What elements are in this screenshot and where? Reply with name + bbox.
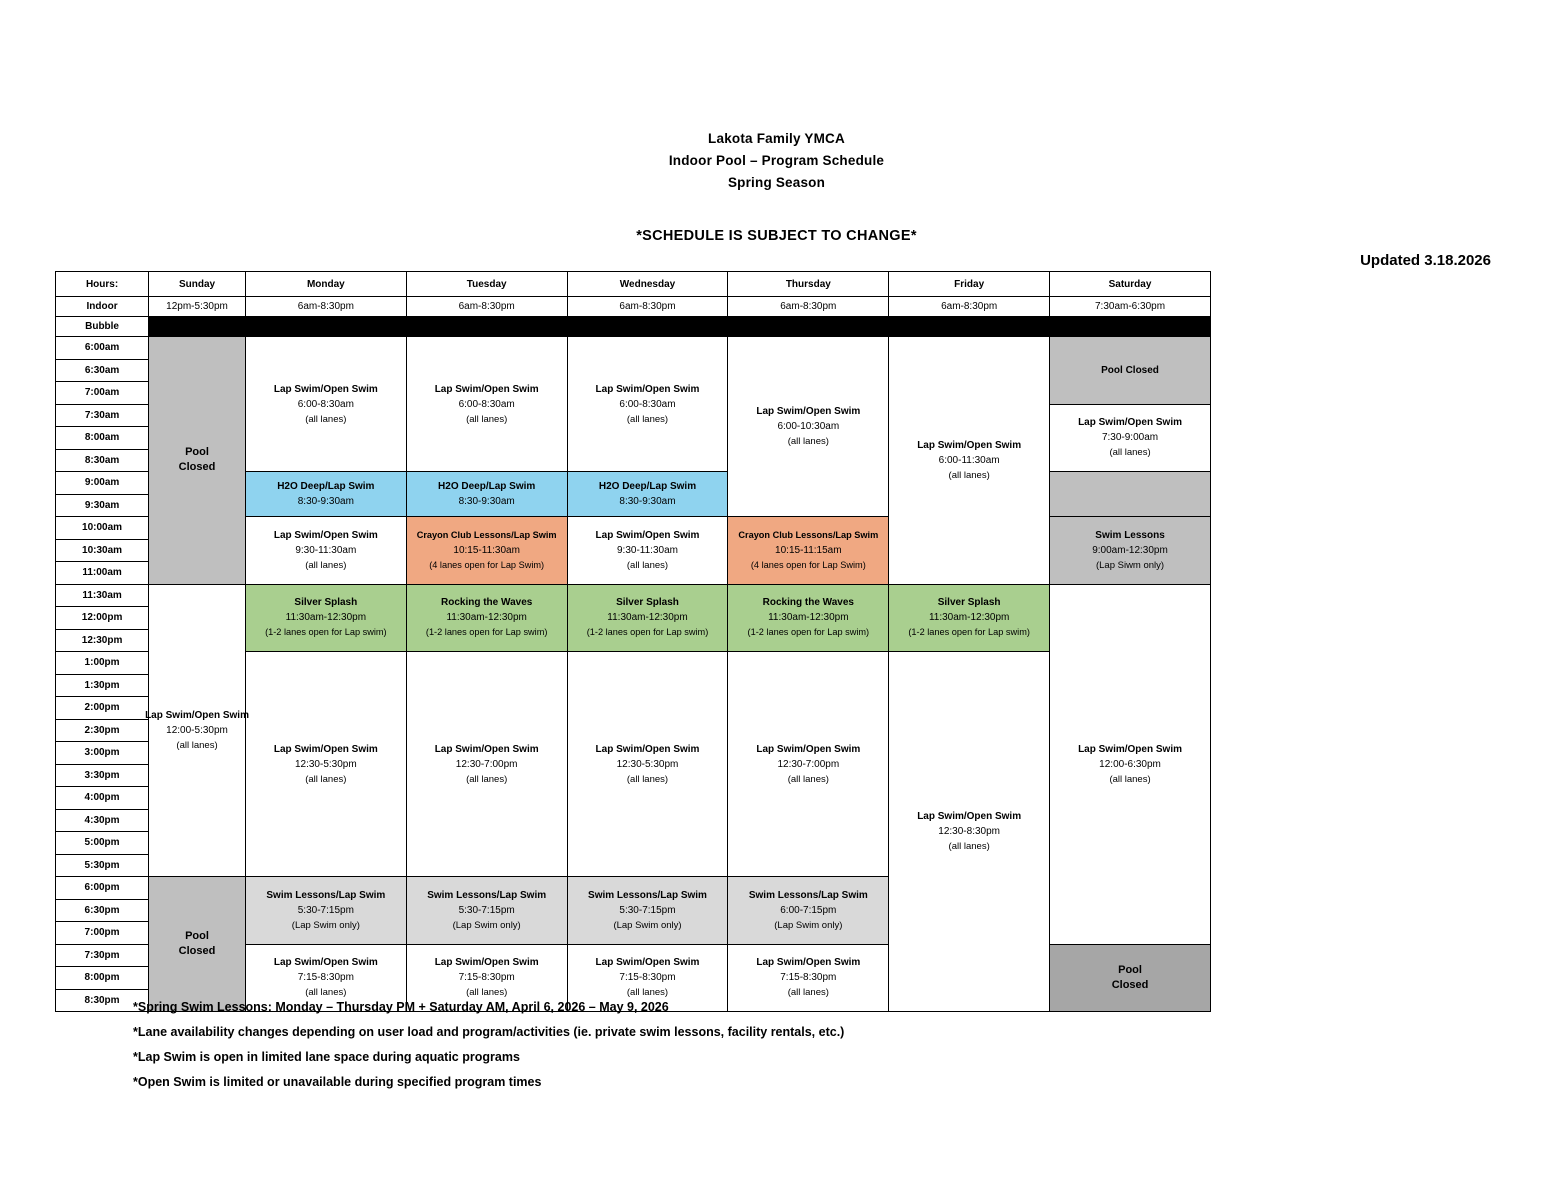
cell-monday-lap-pm — [245, 652, 406, 877]
cell-note: (all lanes) — [948, 841, 990, 852]
time-label: 5:30pm — [56, 854, 149, 877]
cell-note: (4 lanes open for Lap Swim) — [750, 559, 866, 570]
day-header-thursday: Thursday — [728, 272, 889, 297]
cell-tuesday-crayon-club — [406, 517, 567, 585]
cell-title: Lap Swim/Open Swim — [595, 957, 700, 969]
hours-header: Hours: — [56, 272, 149, 297]
cell-time: 7:15-8:30pm — [458, 972, 515, 984]
cell-note: (4 lanes open for Lap Swim) — [429, 559, 545, 570]
cell-note: (1-2 lanes open for Lap swim) — [265, 627, 387, 638]
cell-time: 11:30am-12:30pm — [285, 612, 367, 624]
indoor-hours-friday: 6am-8:30pm — [889, 297, 1050, 317]
indoor-hours-wednesday: 6am-8:30pm — [567, 297, 728, 317]
indoor-label: Indoor — [56, 297, 149, 317]
time-label: 7:30pm — [56, 944, 149, 967]
cell-time: 11:30am-12:30pm — [446, 612, 527, 624]
cell-time: 5:30-7:15pm — [297, 904, 354, 916]
indoor-hours-sunday: 12pm-5:30pm — [149, 297, 246, 317]
bubble-label: Bubble — [56, 317, 149, 337]
cell-time: 6:00-11:30am — [938, 454, 1000, 466]
cell-friday-lap-am — [889, 337, 1050, 585]
cell-title: Pool — [1118, 963, 1142, 976]
cell-monday-h2o — [245, 472, 406, 517]
cell-title: Lap Swim/Open Swim — [434, 743, 539, 755]
time-label: 7:00am — [56, 382, 149, 405]
cell-title: Lap Swim/Open Swim — [434, 957, 539, 969]
cell-time: 5:30-7:15pm — [619, 904, 676, 916]
cell-sunday-closed-pm — [149, 877, 246, 1012]
cell-time: 6:00-7:15pm — [780, 904, 837, 916]
cell-title: Lap Swim/Open Swim — [273, 743, 378, 755]
cell-time: 11:30am-12:30pm — [928, 612, 1010, 624]
cell-title: Swim Lessons/Lap Swim — [748, 889, 868, 901]
cell-time: 8:30-9:30am — [297, 496, 354, 507]
cell-note: (all lanes) — [305, 559, 347, 571]
cell-title: Lap Swim/Open Swim — [434, 383, 539, 395]
cell-wednesday-lap-pm — [567, 652, 728, 877]
cell-title: Pool — [185, 930, 209, 942]
document-title — [0, 128, 1553, 194]
time-label: 6:30pm — [56, 899, 149, 922]
cell-tuesday-swim-lessons — [406, 877, 567, 945]
cell-time: 11:30am-12:30pm — [768, 612, 849, 624]
cell-title: Pool — [185, 446, 209, 459]
cell-title: Crayon Club Lessons/Lap Swim — [416, 529, 557, 540]
indoor-hours-monday: 6am-8:30pm — [245, 297, 406, 317]
cell-wednesday-lap-am — [567, 337, 728, 472]
cell-title: Lap Swim/Open Swim — [273, 529, 378, 541]
cell-wednesday-swim-lessons — [567, 877, 728, 945]
footnotes — [133, 995, 1233, 1095]
cell-title: Lap Swim/Open Swim — [1078, 417, 1182, 429]
cell-friday-silver-splash — [889, 584, 1050, 652]
cell-note: (all lanes) — [948, 469, 990, 481]
cell-time: 7:15-8:30pm — [297, 972, 354, 984]
cell-note: (1-2 lanes open for Lap swim) — [747, 627, 870, 638]
cell-time: 5:30-7:15pm — [458, 904, 515, 916]
time-label: 10:00am — [56, 517, 149, 540]
cell-note: (1-2 lanes open for Lap swim) — [908, 627, 1030, 638]
cell-note: (all lanes) — [787, 773, 829, 785]
cell-note: (all lanes) — [466, 413, 508, 425]
cell-note: (all lanes) — [1109, 773, 1151, 785]
cell-title: Lap Swim/Open Swim — [756, 406, 861, 417]
cell-time: 7:30-9:00am — [1101, 432, 1159, 444]
cell-title: Lap Swim/Open Swim — [917, 439, 1022, 451]
cell-title: Rocking the Waves — [441, 597, 533, 609]
day-header-friday: Friday — [889, 272, 1050, 297]
cell-title: Swim Lessons/Lap Swim — [266, 889, 386, 901]
bubble-row — [56, 317, 1211, 337]
cell-time: 12:30-5:30pm — [616, 758, 679, 770]
time-label: 10:30am — [56, 539, 149, 562]
cell-time: 6:00-8:30am — [458, 398, 515, 410]
title-line-2: Indoor Pool – Program Schedule — [668, 153, 885, 168]
cell-time: 9:00am-12:30pm — [1092, 544, 1168, 556]
cell-time: 11:30am-12:30pm — [607, 612, 688, 624]
cell-note: (all lanes) — [305, 773, 347, 785]
cell-title: Silver Splash — [937, 597, 1001, 609]
cell-title: Swim Lessons/Lap Swim — [588, 889, 707, 901]
cell-monday-lap-am — [245, 337, 406, 472]
footnote-4: *Open Swim is limited or unavailable during specified program times — [133, 1075, 542, 1089]
cell-time: 6:00-10:30am — [777, 421, 840, 432]
day-header-saturday: Saturday — [1050, 272, 1211, 297]
time-label: 11:30am — [56, 584, 149, 607]
cell-time: 10:15-11:30am — [453, 544, 520, 556]
cell-saturday-swim-lessons — [1050, 517, 1211, 585]
cell-note: (all lanes) — [787, 436, 829, 447]
cell-title: Rocking the Waves — [762, 597, 854, 609]
cell-time: 12:30-8:30pm — [938, 826, 1000, 837]
cell-time: 12:30-5:30pm — [294, 758, 357, 770]
title-line-1: Lakota Family YMCA — [708, 131, 845, 146]
cell-title: Lap Swim/Open Swim — [595, 743, 700, 755]
cell-saturday-closed-am — [1050, 337, 1211, 405]
schedule-table-wrapper — [55, 271, 1211, 1012]
cell-time: 7:15-8:30pm — [780, 972, 837, 984]
cell-note: (all lanes) — [305, 987, 347, 999]
time-label: 3:30pm — [56, 764, 149, 787]
cell-wednesday-silver-splash — [567, 584, 728, 652]
cell-note: (all lanes) — [787, 987, 829, 999]
time-label: 6:00pm — [56, 877, 149, 900]
cell-saturday-lap-pm — [1050, 584, 1211, 944]
time-label: 3:00pm — [56, 742, 149, 765]
time-label: 9:00am — [56, 472, 149, 495]
cell-wednesday-lap-mid — [567, 517, 728, 585]
cell-time: 7:15-8:30pm — [619, 972, 676, 984]
cell-title: Crayon Club Lessons/Lap Swim — [738, 529, 879, 540]
footnote-2: *Lane availability changes depending on user load and program/activities (ie. private swim lessons, facility rentals, etc.) — [133, 1025, 845, 1039]
cell-monday-swim-lessons — [245, 877, 406, 945]
time-label: 11:00am — [56, 562, 149, 585]
time-label: 4:00pm — [56, 787, 149, 810]
updated-date: Updated 3.18.2026 — [1360, 252, 1491, 269]
cell-note: (all lanes) — [626, 987, 669, 999]
cell-title: H2O Deep/Lap Swim — [277, 481, 375, 492]
cell-note: (all lanes) — [1109, 447, 1151, 459]
cell-thursday-lap-am — [728, 337, 889, 517]
cell-note: Closed — [178, 945, 216, 957]
cell-title: Pool Closed — [1101, 364, 1159, 376]
time-label: 7:00pm — [56, 922, 149, 945]
cell-time: 12:30-7:00pm — [777, 758, 840, 770]
cell-note: (1-2 lanes open for Lap swim) — [586, 627, 709, 638]
cell-monday-silver-splash — [245, 584, 406, 652]
cell-title: Lap Swim/Open Swim — [145, 709, 249, 721]
cell-note: (all lanes) — [466, 773, 508, 785]
cell-note: Closed — [178, 461, 216, 474]
cell-title: Silver Splash — [294, 597, 358, 609]
time-label: 5:00pm — [56, 832, 149, 855]
time-label: 9:30am — [56, 494, 149, 517]
cell-note: (all lanes) — [466, 987, 508, 999]
cell-time: 9:30-11:30am — [617, 544, 678, 556]
cell-title: Lap Swim/Open Swim — [595, 529, 700, 541]
cell-note: (all lanes) — [626, 773, 669, 785]
time-label: 8:00pm — [56, 967, 149, 990]
cell-time: 12:00-5:30pm — [166, 724, 228, 736]
cell-thursday-swim-lessons — [728, 877, 889, 945]
cell-thursday-crayon-club — [728, 517, 889, 585]
cell-title: Swim Lessons — [1095, 529, 1165, 541]
cell-sunday-closed-am — [149, 337, 246, 585]
day-header-tuesday: Tuesday — [406, 272, 567, 297]
time-label: 2:00pm — [56, 697, 149, 720]
cell-tuesday-lap-am — [406, 337, 567, 472]
cell-time: 9:30-11:30am — [295, 544, 357, 556]
time-label: 6:30am — [56, 359, 149, 382]
cell-title: Lap Swim/Open Swim — [273, 383, 378, 395]
cell-thursday-rocking-waves — [728, 584, 889, 652]
cell-friday-lap-pm — [889, 652, 1050, 1012]
cell-time: 6:00-8:30am — [297, 398, 354, 410]
time-label: 12:30pm — [56, 629, 149, 652]
cell-tuesday-h2o — [406, 472, 567, 517]
cell-monday-lap-mid — [245, 517, 406, 585]
cell-note: (all lanes) — [626, 413, 669, 425]
row-0600am — [56, 337, 1211, 360]
cell-title: Lap Swim/Open Swim — [756, 957, 861, 969]
cell-title: Lap Swim/Open Swim — [1078, 743, 1182, 755]
time-label: 8:00am — [56, 427, 149, 450]
cell-note: (Lap Swim only) — [774, 919, 843, 931]
row-1130am — [56, 584, 1211, 607]
time-label: 8:30am — [56, 449, 149, 472]
cell-title: H2O Deep/Lap Swim — [598, 481, 697, 492]
time-label: 8:30pm — [56, 989, 149, 1012]
pool-schedule-table — [55, 271, 1211, 1012]
cell-title: Lap Swim/Open Swim — [595, 383, 700, 395]
table-header-row — [56, 272, 1211, 297]
cell-title: Silver Splash — [616, 597, 679, 609]
cell-note: (1-2 lanes open for Lap swim) — [425, 627, 548, 638]
cell-note: (Lap Swim only) — [452, 919, 521, 931]
cell-time: 10:15-11:15am — [775, 544, 842, 556]
time-label: 6:00am — [56, 337, 149, 360]
time-label: 7:30am — [56, 404, 149, 427]
footnote-1: *Spring Swim Lessons: Monday – Thursday PM + Saturday AM, April 6, 2026 – May 9, 2026 — [133, 1000, 669, 1014]
cell-tuesday-lap-pm — [406, 652, 567, 877]
cell-note: (all lanes) — [176, 739, 218, 751]
cell-note: (Lap Swim only) — [291, 919, 360, 931]
time-label: 12:00pm — [56, 607, 149, 630]
cell-time: 12:30-7:00pm — [455, 758, 518, 770]
bubble-closed-bar — [149, 317, 1211, 337]
footnote-3: *Lap Swim is open in limited lane space during aquatic programs — [133, 1050, 520, 1064]
cell-title: Lap Swim/Open Swim — [917, 811, 1022, 822]
title-line-3: Spring Season — [727, 175, 826, 190]
time-label: 1:00pm — [56, 652, 149, 675]
day-header-monday: Monday — [245, 272, 406, 297]
day-header-wednesday: Wednesday — [567, 272, 728, 297]
indoor-hours-saturday: 7:30am-6:30pm — [1050, 297, 1211, 317]
cell-title: Lap Swim/Open Swim — [273, 957, 378, 969]
cell-title: Lap Swim/Open Swim — [756, 743, 861, 755]
day-header-sunday: Sunday — [149, 272, 246, 297]
cell-time: 8:30-9:30am — [458, 496, 515, 507]
time-label: 4:30pm — [56, 809, 149, 832]
cell-sunday-open — [145, 584, 249, 877]
cell-note: (Lap Siwm only) — [1095, 559, 1165, 571]
cell-note: Closed — [1111, 978, 1149, 991]
cell-note: (all lanes) — [626, 559, 669, 571]
cell-title: Swim Lessons/Lap Swim — [427, 889, 547, 901]
cell-tuesday-rocking-waves — [406, 584, 567, 652]
cell-saturday-lap-am — [1050, 404, 1211, 472]
cell-wednesday-h2o — [567, 472, 728, 517]
cell-time: 8:30-9:30am — [619, 496, 676, 507]
time-label: 1:30pm — [56, 674, 149, 697]
cell-title: H2O Deep/Lap Swim — [438, 481, 536, 492]
indoor-hours-row — [56, 297, 1211, 317]
cell-time: 12:00-6:30pm — [1099, 758, 1161, 770]
indoor-hours-tuesday: 6am-8:30pm — [406, 297, 567, 317]
cell-note: (all lanes) — [305, 413, 347, 425]
cell-thursday-lap-pm — [728, 652, 889, 877]
cell-note: (Lap Swim only) — [613, 919, 682, 931]
indoor-hours-thursday: 6am-8:30pm — [728, 297, 889, 317]
cell-time: 6:00-8:30am — [619, 398, 676, 410]
cell-saturday-gap-1 — [1050, 472, 1211, 517]
subject-to-change-notice: *SCHEDULE IS SUBJECT TO CHANGE* — [636, 228, 917, 244]
time-label: 2:30pm — [56, 719, 149, 742]
